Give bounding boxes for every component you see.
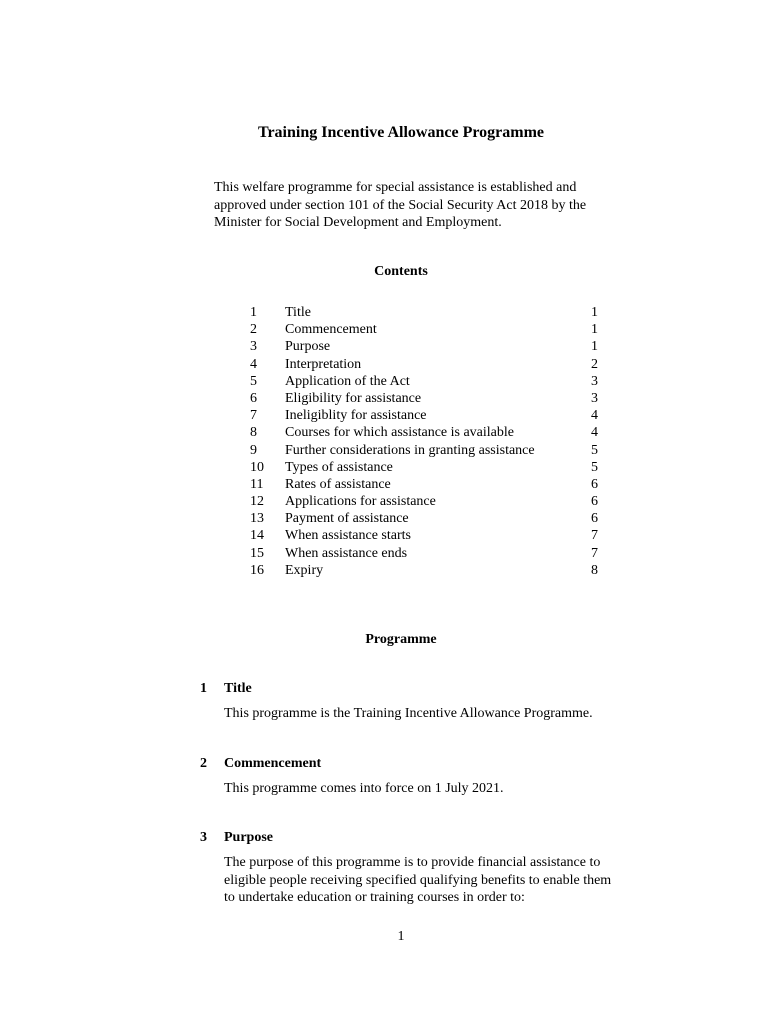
- section-body: The purpose of this programme is to provide financial assistance to eligible people receiving specified qualifying benefits to enable them to undertake education or training courses in order to:: [224, 855, 612, 905]
- programme-heading: Programme: [365, 632, 437, 647]
- toc-row[interactable]: [250, 356, 600, 373]
- section-number: 2: [200, 756, 207, 771]
- toc-title: Interpretation: [285, 356, 362, 372]
- section-body: This programme is the Training Incentive Allowance Programme.: [224, 706, 593, 721]
- toc-number: 5: [250, 373, 257, 389]
- toc-title: Expiry: [285, 562, 324, 578]
- toc-page-number: 3: [591, 373, 598, 389]
- toc-title: Courses for which assistance is available: [285, 425, 514, 441]
- toc-page-number: 1: [591, 322, 598, 338]
- toc-title: Purpose: [285, 339, 331, 355]
- toc-title: Title: [285, 305, 311, 320]
- toc-page-number: 5: [591, 442, 598, 458]
- section-heading-text: Purpose: [224, 830, 273, 845]
- section-heading-text: Commencement: [224, 756, 322, 771]
- document-title: Training Incentive Allowance Programme: [257, 124, 545, 141]
- toc-page-number: 7: [591, 528, 598, 544]
- toc-number: 4: [250, 356, 257, 372]
- section-title: [200, 680, 620, 723]
- toc-row[interactable]: [250, 459, 600, 476]
- toc-page-number: 8: [591, 562, 598, 578]
- toc-number: 7: [250, 408, 257, 424]
- toc-row[interactable]: [250, 390, 600, 407]
- section-number: 3: [200, 830, 207, 845]
- section-heading: [200, 829, 620, 846]
- toc-number: 6: [250, 390, 257, 406]
- toc-number: 13: [250, 511, 264, 527]
- toc-row[interactable]: [250, 562, 600, 579]
- toc-page-number: 7: [591, 545, 598, 561]
- toc-page-number: 5: [591, 459, 598, 475]
- toc-row[interactable]: [250, 321, 600, 338]
- toc-title: Payment of assistance: [285, 511, 409, 527]
- toc-title: Applications for assistance: [285, 494, 436, 510]
- section-heading-text: Title: [224, 681, 252, 696]
- toc-row[interactable]: [250, 493, 600, 510]
- toc-number: 12: [250, 494, 264, 510]
- toc-number: 11: [250, 476, 264, 492]
- toc-row[interactable]: [250, 442, 600, 459]
- toc-number: 2: [250, 322, 257, 338]
- toc-row[interactable]: [250, 527, 600, 544]
- section-purpose: [200, 829, 620, 907]
- toc-number: 16: [250, 562, 264, 578]
- section-commencement: [200, 755, 620, 798]
- toc-title: Ineligiblity for assistance: [285, 408, 427, 424]
- toc-page-number: 6: [591, 494, 598, 510]
- contents-heading: Contents: [374, 264, 428, 279]
- page-number: 1: [397, 929, 405, 944]
- toc-row[interactable]: [250, 476, 600, 493]
- toc-title: When assistance ends: [285, 545, 408, 561]
- toc-title: Types of assistance: [285, 459, 393, 475]
- toc-row[interactable]: [250, 338, 600, 355]
- section-heading: [200, 755, 620, 772]
- toc-page-number: 4: [591, 425, 598, 441]
- toc-page-number: 4: [591, 408, 598, 424]
- section-heading: [200, 680, 620, 697]
- toc-row[interactable]: [250, 304, 600, 321]
- toc-title: When assistance starts: [285, 528, 411, 544]
- toc-page-number: 1: [591, 305, 598, 320]
- toc-row[interactable]: [250, 407, 600, 424]
- toc-number: 1: [250, 305, 257, 320]
- toc-row[interactable]: [250, 373, 600, 390]
- toc-number: 8: [250, 425, 257, 441]
- toc-number: 9: [250, 442, 257, 458]
- toc-page-number: 6: [591, 511, 598, 527]
- table-of-contents: [250, 304, 600, 579]
- toc-page-number: 3: [591, 390, 598, 406]
- toc-row[interactable]: [250, 424, 600, 441]
- toc-page-number: 1: [591, 339, 598, 355]
- toc-row[interactable]: [250, 545, 600, 562]
- section-body: This programme comes into force on 1 July 2021.: [224, 781, 504, 796]
- toc-row[interactable]: [250, 510, 600, 527]
- toc-title: Rates of assistance: [285, 476, 391, 492]
- toc-page-number: 2: [591, 356, 598, 372]
- toc-title: Eligibility for assistance: [285, 390, 422, 406]
- toc-title: Further considerations in granting assistance: [285, 442, 535, 458]
- toc-page-number: 6: [591, 476, 598, 492]
- toc-title: Application of the Act: [285, 373, 410, 389]
- toc-number: 14: [250, 528, 264, 544]
- toc-number: 3: [250, 339, 257, 355]
- toc-number: 10: [250, 459, 264, 475]
- section-number: 1: [200, 681, 207, 696]
- toc-title: Commencement: [285, 322, 377, 338]
- intro-paragraph: This welfare programme for special assistance is established and approved under section 101 of the Social Security Act 2018 by the Minister for Social Development and Employment.: [214, 180, 587, 230]
- toc-number: 15: [250, 545, 264, 561]
